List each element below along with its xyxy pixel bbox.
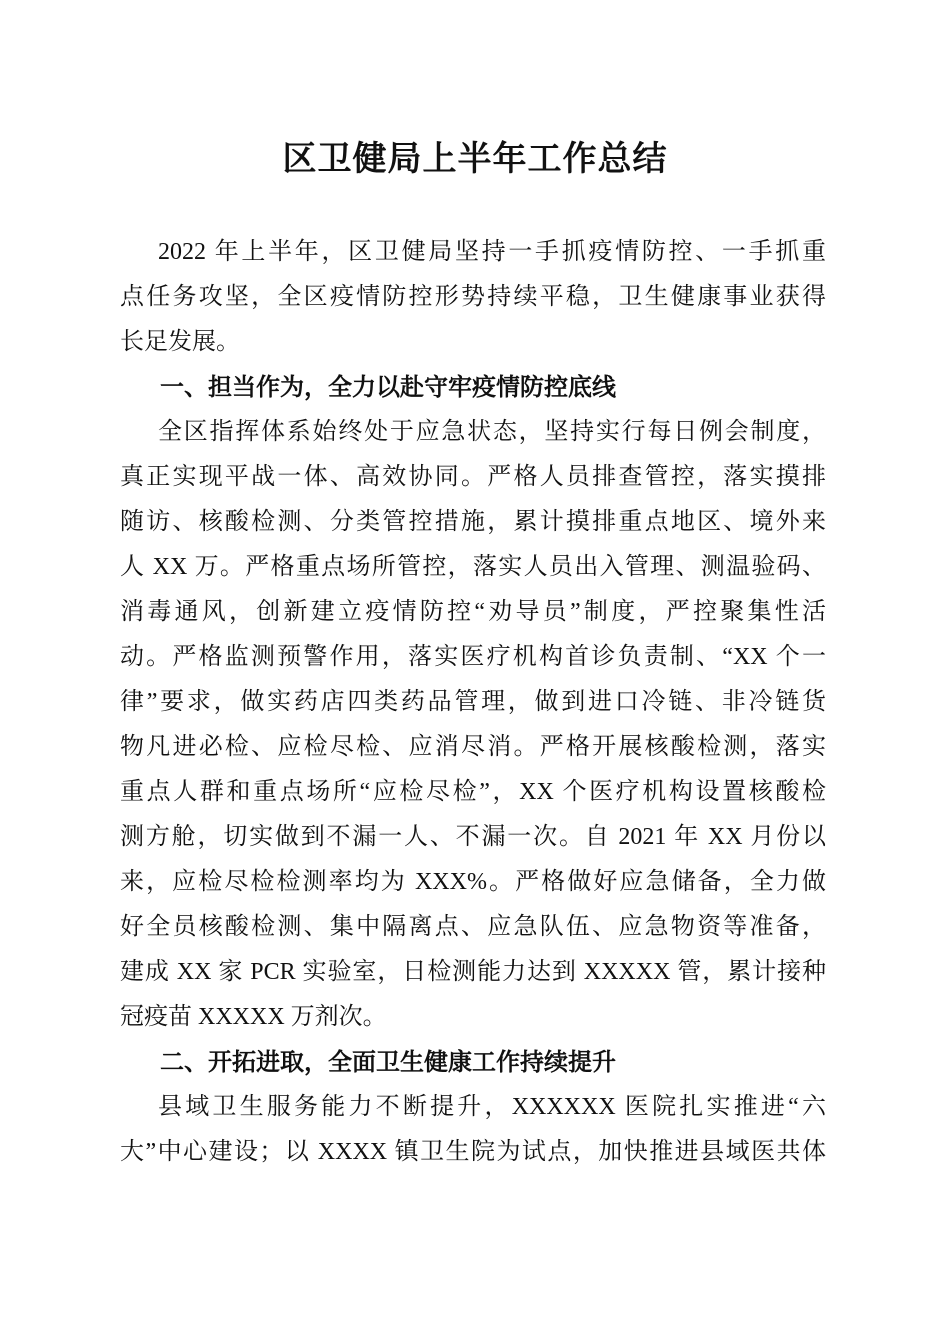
section1-line: 测方舱，切实做到不漏一人、不漏一次。自 2021 年 XX 月份以 bbox=[120, 824, 826, 850]
section1-line: 好全员核酸检测、集中隔离点、应急队伍、应急物资等准备， bbox=[120, 914, 826, 940]
section1-heading: 一、担当作为，全力以赴守牢疫情防控底线 bbox=[160, 374, 616, 401]
section2-line: 县域卫生服务能力不断提升，XXXXXX 医院扎实推进“六 bbox=[158, 1094, 826, 1120]
section1-paragraph bbox=[120, 410, 826, 1040]
section1-line: 重点人群和重点场所“应检尽检”，XX 个医疗机构设置核酸检 bbox=[120, 779, 826, 805]
intro-line: 2022 年上半年，区卫健局坚持一手抓疫情防控、一手抓重 bbox=[158, 239, 826, 265]
section1-line: 来，应检尽检检测率均为 XXX%。严格做好应急储备，全力做 bbox=[120, 869, 826, 895]
section2-line: 大”中心建设；以 XXXX 镇卫生院为试点，加快推进县域医共体 bbox=[120, 1139, 826, 1165]
intro-line: 点任务攻坚，全区疫情防控形势持续平稳，卫生健康事业获得 bbox=[120, 284, 826, 310]
section1-line: 律”要求，做实药店四类药品管理，做到进口冷链、非冷链货 bbox=[120, 689, 826, 715]
section1-line: 建成 XX 家 PCR 实验室，日检测能力达到 XXXXX 管，累计接种 bbox=[120, 959, 826, 985]
section1-line: 人 XX 万。严格重点场所管控，落实人员出入管理、测温验码、 bbox=[120, 554, 826, 580]
section1-line: 全区指挥体系始终处于应急状态，坚持实行每日例会制度， bbox=[158, 419, 826, 445]
section1-line: 随访、核酸检测、分类管控措施，累计摸排重点地区、境外来 bbox=[120, 509, 826, 535]
document-title: 区卫健局上半年工作总结 bbox=[282, 141, 668, 178]
document-body bbox=[120, 230, 826, 1175]
section1-line: 消毒通风，创新建立疫情防控“劝导员”制度，严控聚集性活 bbox=[120, 599, 826, 625]
section2-paragraph bbox=[120, 1085, 826, 1175]
section1-line: 动。严格监测预警作用，落实医疗机构首诊负责制、“XX 个一 bbox=[120, 644, 826, 670]
section1-line: 物凡进必检、应检尽检、应消尽消。严格开展核酸检测，落实 bbox=[120, 734, 826, 760]
section1-line: 冠疫苗 XXXXX 万剂次。 bbox=[120, 1004, 387, 1030]
intro-paragraph bbox=[120, 230, 826, 365]
section2-heading: 二、开拓进取，全面卫生健康工作持续提升 bbox=[160, 1049, 616, 1076]
section1-line: 真正实现平战一体、高效协同。严格人员排查管控，落实摸排 bbox=[120, 464, 826, 490]
intro-line: 长足发展。 bbox=[120, 329, 240, 355]
